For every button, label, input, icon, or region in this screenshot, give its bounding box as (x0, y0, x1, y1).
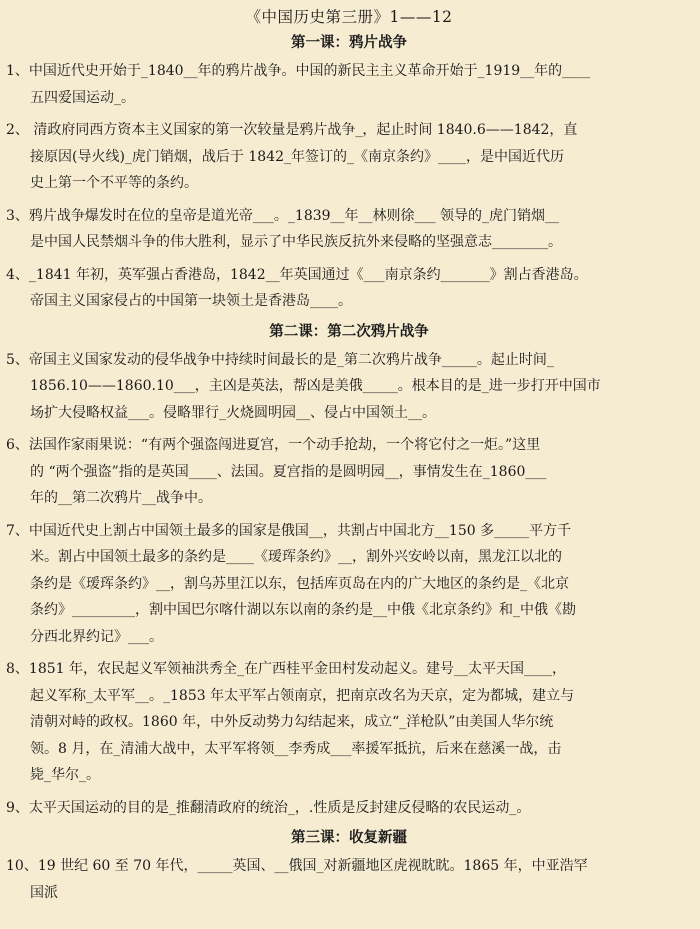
question-item (6, 203, 692, 256)
question-item (6, 58, 692, 111)
question-text: 7、中国近代史上割占中国领土最多的国家是俄国__，共割占中国北方__150 多_____平方千 (6, 522, 572, 539)
question-continuation: 领。8 月，在_清浦大战中，太平军将领__李秀成___率援军抵抗，后来在慈溪一战，击 (30, 740, 562, 757)
question-text: 6、法国作家雨果说：“有两个强盗闯进夏宫，一个动手抢劫，一个将它付之一炬。”这里 (6, 437, 541, 453)
question-continuation: 国派 (30, 884, 58, 901)
question-text: 5、帝国主义国家发动的侵华战争中持续时间最长的是_第二次鸦片战争_____。起止时间_ (6, 351, 554, 368)
question-item (6, 262, 692, 315)
question-text: 10、19 世纪 60 至 70 年代，_____英国、__俄国_对新疆地区虎视眈眈。1865 年，中亚浩罕 (6, 858, 588, 874)
question-text: 3、鸦片战争爆发时在位的皇帝是道光帝___。_1839__年__林则徐___ 领导的_虎门销烟__ (6, 207, 559, 224)
question-continuation: 史上第一个不平等的条约。 (30, 175, 198, 191)
question-continuation: 分西北界约记》___。 (30, 628, 163, 645)
question-continuation: 清朝对峙的政权。1860 年，中外反动势力勾结起来，成立“_洋枪队”由美国人华尔统 (30, 714, 554, 730)
question-continuation: 条约》_________，割中国巴尔喀什湖以东以南的条约是__中俄《北京条约》和_中俄《勘 (30, 602, 576, 618)
question-item (6, 853, 692, 906)
question-continuation: 接原因(导火线)_虎门销烟，战后于 1842_年签订的_《南京条约》____，是中国近代历 (30, 148, 565, 165)
question-text: 2、 清政府同西方资本主义国家的第一次较量是鸦片战争_，起止时间 1840.6——1842，直 (6, 122, 578, 138)
question-continuation: 1856.10——1860.10___，主凶是英法，帮凶是美俄_____。根本目的是_进一步打开中国市 (30, 378, 601, 394)
question-continuation: 帝国主义国家侵占的中国第一块领土是香港岛____。 (30, 293, 352, 309)
lesson-heading: 第三课：收复新疆 (291, 829, 407, 846)
question-text: 9、太平天国运动的目的是_推翻清政府的统治_，.性质是反封建反侵略的农民运动_。 (6, 799, 531, 816)
document-body (6, 32, 692, 906)
question-continuation: 的 “两个强盗”指的是英国____、法国。夏宫指的是圆明园__，事情发生在_1860___ (30, 463, 547, 480)
document-title: 《中国历史第三册》1——12 (245, 8, 453, 26)
lesson-heading: 第二课：第二次鸦片战争 (269, 322, 429, 340)
question-continuation: 场扩大侵略权益___。侵略罪行_火烧圆明园__、侵占中国领土__。 (30, 404, 436, 421)
lesson-heading: 第一课：鸦片战争 (291, 34, 407, 51)
question-continuation: 是中国人民禁烟斗争的伟大胜利，显示了中华民族反抗外来侵略的坚强意志________。 (30, 234, 562, 250)
question-text: 1、中国近代史开始于_1840__年的鸦片战争。中国的新民主主义革命开始于_1919__年的____ (6, 63, 591, 79)
question-item (6, 656, 692, 789)
question-text: 4、_1841 年初，英军强占香港岛，1842__年英国通过《___南京条约_______》割占香港岛。 (6, 266, 588, 283)
question-continuation: 起义军称_太平军__。_1853 年太平军占领南京，把南京改名为天京，定为都城，建立与 (30, 687, 575, 704)
question-text: 8、1851 年，农民起义军领袖洪秀全_在广西桂平金田村发动起义。建号__太平天国____， (6, 661, 566, 677)
question-continuation: 年的__第二次鸦片__战争中。 (30, 490, 212, 506)
question-item (6, 347, 692, 427)
question-item (6, 432, 692, 512)
question-item (6, 117, 692, 197)
question-item (6, 518, 692, 651)
question-continuation: 毙_华尔_。 (30, 767, 100, 783)
question-item (6, 795, 692, 822)
question-continuation: 五四爱国运动_。 (30, 89, 135, 106)
question-continuation: 条约是《瑷珲条约》__，割乌苏里江以东，包括库页岛在内的广大地区的条约是_《北京 (30, 575, 569, 592)
question-continuation: 米。割占中国领土最多的条约是____《瑷珲条约》__，割外兴安岭以南，黑龙江以北的 (30, 549, 562, 565)
